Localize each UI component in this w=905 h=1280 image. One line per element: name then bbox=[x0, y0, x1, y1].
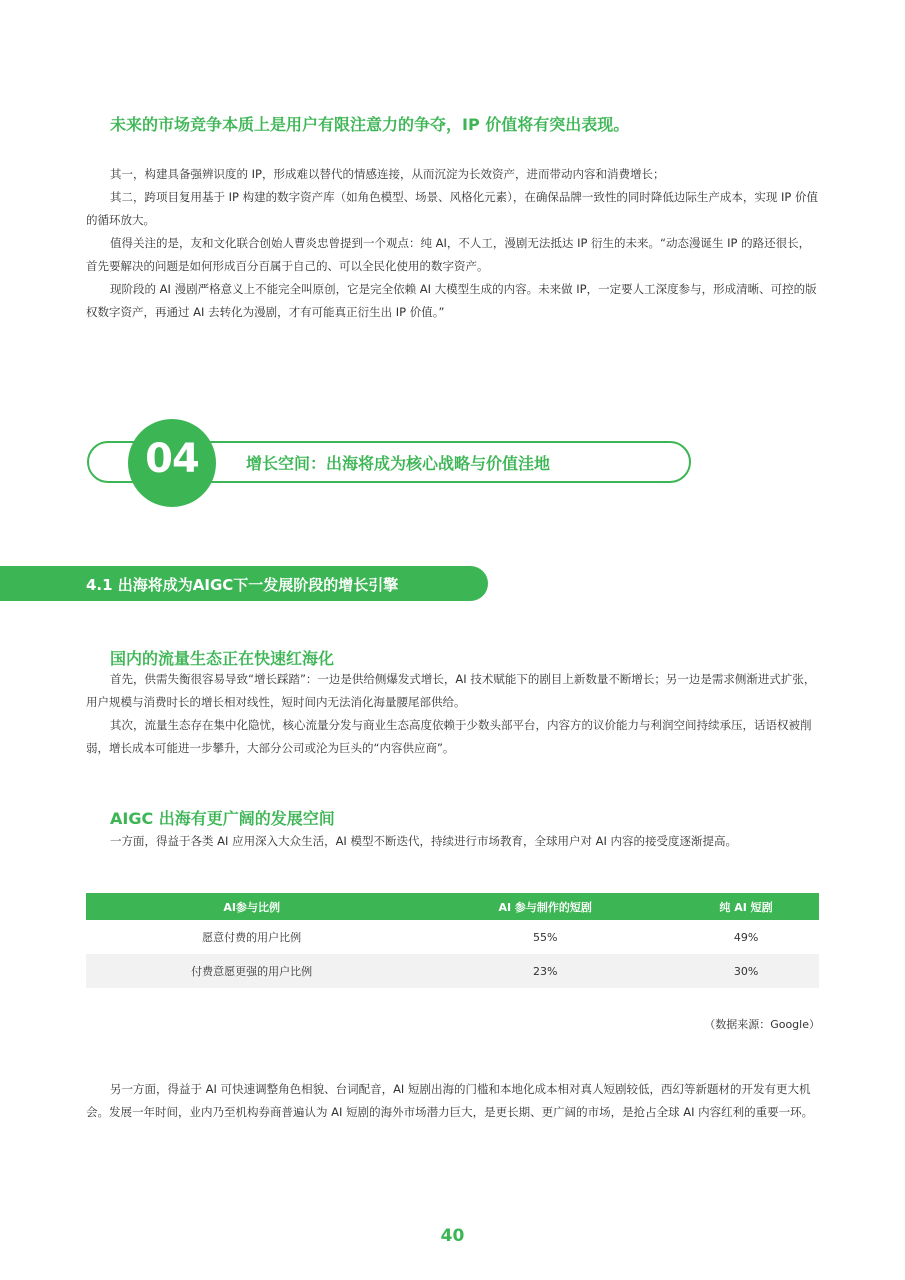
payment-willingness-table bbox=[86, 893, 819, 988]
table-cell: 55% bbox=[417, 920, 673, 954]
domestic-text-block bbox=[86, 668, 820, 760]
closing-paragraph: 另一方面，得益于 AI 可快速调整角色相貌、台词配音，AI 短剧出海的门槛和本地化成本相对真人短剧较低，西幻等新题材的开发有更大机会。发展一年时间，业内乃至机构券商普遍认为 AI 短剧的海外市场潜力巨大，是更长期、更广阔的市场，是抢占全球 AI 内容红利的重要一环。 bbox=[86, 1082, 814, 1119]
intro-paragraph: 其一，构建具备强辨识度的 IP，形成难以替代的情感连接，从而沉淀为长效资产，进而带动内容和消费增长； bbox=[110, 167, 665, 181]
intro-paragraph: 其二，跨项目复用基于 IP 构建的数字资产库（如角色模型、场景、风格化元素），在确保品牌一致性的同时降低边际生产成本，实现 IP 价值的循环放大。 bbox=[86, 190, 819, 227]
table-cell: 愿意付费的用户比例 bbox=[86, 920, 417, 954]
data-source-note: （数据来源：Google） bbox=[704, 1018, 820, 1031]
domestic-paragraph: 其次，流量生态存在集中化隐忧，核心流量分发与商业生态高度依赖于少数头部平台，内容方的议价能力与利润空间持续承压，话语权被削弱，增长成本可能进一步攀升，大部分公司或沦为巨头的“内容供应商”。 bbox=[86, 718, 812, 755]
lead-heading: 未来的市场竞争本质上是用户有限注意力的争夺，IP 价值将有突出表现。 bbox=[110, 115, 630, 134]
subsection-title: 4.1 出海将成为AIGC下一发展阶段的增长引擎 bbox=[86, 576, 399, 594]
domestic-heading: 国内的流量生态正在快速红海化 bbox=[110, 649, 335, 668]
table-header-row bbox=[86, 893, 819, 920]
table-header-cell: AI 参与制作的短剧 bbox=[417, 893, 673, 920]
table-row bbox=[86, 954, 819, 988]
table-header-cell: AI参与比例 bbox=[86, 893, 417, 920]
page-number: 40 bbox=[440, 1226, 465, 1246]
section-title: 增长空间：出海将成为核心战略与价值洼地 bbox=[246, 454, 551, 473]
table-cell: 49% bbox=[673, 920, 819, 954]
intro-paragraph: 现阶段的 AI 漫剧严格意义上不能完全叫原创，它是完全依赖 AI 大模型生成的内容。未来做 IP，一定要人工深度参与，形成清晰、可控的版权数字资产，再通过 AI 去转化为漫剧，才有可能真正衍生出 IP 价值。” bbox=[86, 282, 817, 319]
aigc-paragraph: 一方面，得益于各类 AI 应用深入大众生活，AI 模型不断迭代，持续进行市场教育，全球用户对 AI 内容的接受度逐渐提高。 bbox=[110, 834, 738, 848]
table-cell: 30% bbox=[673, 954, 819, 988]
intro-paragraph: 值得关注的是，友和文化联合创始人曹炎忠曾提到一个观点：纯 AI，不人工，漫剧无法抵达 IP 衍生的未来。“动态漫诞生 IP 的路还很长，首先要解决的问题是如何形成百分百属于自己的、可以全民化使用的数字资产。 bbox=[86, 236, 811, 273]
table-header-cell: 纯 AI 短剧 bbox=[673, 893, 819, 920]
section-number: 04 bbox=[145, 436, 199, 482]
table-row bbox=[86, 920, 819, 954]
aigc-heading: AIGC 出海有更广阔的发展空间 bbox=[110, 809, 335, 828]
table-cell: 23% bbox=[417, 954, 673, 988]
aigc-text-block bbox=[86, 830, 820, 853]
closing-text-block bbox=[86, 1078, 820, 1124]
domestic-paragraph: 首先，供需失衡很容易导致“增长踩踏”：一边是供给侧爆发式增长，AI 技术赋能下的剧目上新数量不断增长；另一边是需求侧渐进式扩张，用户规模与消费时长的增长相对线性，短时间内无法消化海量腰尾部供给。 bbox=[86, 672, 816, 709]
intro-text-block bbox=[86, 163, 820, 324]
table-cell: 付费意愿更强的用户比例 bbox=[86, 954, 417, 988]
